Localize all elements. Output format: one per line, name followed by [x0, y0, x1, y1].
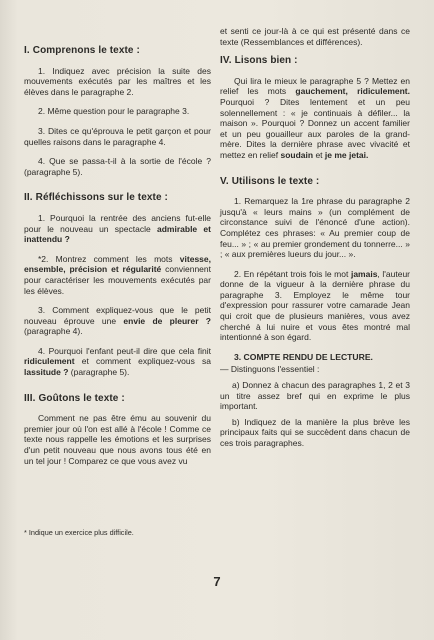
page-number: 7 — [213, 574, 221, 589]
roman-numeral: I. — [24, 45, 30, 56]
heading-title: Lisons bien : — [234, 55, 298, 67]
continued-paragraph: et senti ce jour-là à ce qui est présenté dans ce texte (Ressemblances et différences). — [220, 26, 410, 47]
item-bold: je me jetai. — [324, 149, 369, 160]
item-bold: jamais — [350, 268, 378, 279]
item-bold: gauchement, ridiculement. — [295, 86, 410, 97]
item-text: et comment expliquez-vous sa — [74, 356, 211, 367]
section-comprenons — [24, 46, 211, 177]
section-paragraph — [220, 76, 410, 161]
exercise-item: 1. Remarquez la 1re phrase du paragraphe 2 jusqu'à « leurs mains » (un complément de circonstance suivi de l'énoncé d'une action). Complétez ces phrases: « Au premier coup de feu... » ; « au premier grondement du tonnerre... » ; « aux premières lueurs du jour... ». — [220, 196, 410, 260]
item-bold: soudain — [280, 149, 314, 160]
left-column — [24, 46, 211, 482]
item-text: 1. Pourquoi la rentrée des anciens fut-elle pour le nouveau un spectacle — [24, 212, 211, 234]
section-heading — [24, 46, 211, 57]
item-bold: lassitude ? — [24, 367, 69, 378]
section-heading — [24, 394, 211, 405]
roman-numeral: II. — [24, 192, 33, 204]
question-item-difficult — [24, 254, 211, 296]
question-item — [24, 213, 211, 245]
heading-title: Utilisons le texte : — [231, 175, 320, 187]
item-text: *2. Montrez comment les mots — [38, 253, 180, 264]
footnote: * Indique un exercice plus difficile. — [24, 528, 134, 537]
compte-rendu-item: b) Indiquez de la manière la plus brève les principaux faits qui se succèdent dans chacun de ces trois paragraphes. — [220, 416, 410, 448]
exercise-item — [220, 269, 410, 343]
compte-rendu-item: a) Donnez à chacun des paragraphes 1, 2 et 3 un titre assez bref qui en exprime le plus important. — [220, 380, 410, 412]
item-text: 4. Pourquoi l'enfant peut-il dire que cela finit — [38, 345, 211, 356]
question-item: 3. Dites ce qu'éprouva le petit garçon et pour quelles raisons dans le paragraphe 4. — [24, 125, 211, 147]
section-goutons — [24, 394, 211, 467]
item-text: , l'auteur donne de la vigueur à la dernière phrase du paragraphe 3. Employez le même tour d'expression pour rassurer votre camarade Jean qui croit que de plusieurs manières, vous avez cherché à lui nuire et vous êtes montré mal intentionné à son égard. — [220, 268, 410, 343]
item-bold: vitesse, ensemble, précision et régularité — [24, 253, 211, 275]
item-bold: envie de pleurer ? — [123, 315, 211, 326]
right-column — [220, 26, 410, 465]
heading-title: Réfléchissons sur le texte : — [35, 192, 168, 204]
item-text: 3. Comment expliquez-vous que le petit nouveau éprouve une — [24, 305, 211, 326]
section-heading — [220, 177, 410, 188]
item-text: 2. En répétant trois fois le mot — [234, 268, 351, 279]
item-text: (paragraphe 5). — [68, 367, 130, 378]
heading-title: Goûtons le texte : — [38, 392, 125, 404]
question-item — [24, 305, 211, 337]
item-text: Qui lira le mieux le paragraphe 5 ? Mettez en relief les mots — [220, 75, 410, 97]
question-item: 2. Même question pour le paragraphe 3. — [38, 106, 190, 117]
section-heading — [24, 193, 211, 204]
item-text: conviennent pour caractériser les mouvements exécutés par les élèves. — [24, 264, 211, 296]
section-utilisons — [220, 177, 410, 449]
question-item: 4. Que se passa-t-il à la sortie de l'école ? (paragraphe 5). — [24, 156, 211, 177]
item-text: (paragraphe 4). — [24, 326, 83, 337]
section-heading — [220, 56, 410, 67]
item-text: Pourquoi ? Dites lentement et un peu solennellement : « je continuais à défiler... la maison ». Pourquoi ? Donnez un accent familier et un peu gouailleur aux paroles de la grand-mère. Dites la dernière phrase avec vivacité et mettez en relief — [220, 96, 410, 160]
heading-title: Comprenons le texte : — [32, 45, 140, 56]
item-text: et — [313, 149, 325, 160]
item-bold: ridiculement — [24, 356, 75, 367]
section-paragraph: Comment ne pas être ému au souvenir du premier jour où l'on est allé à l'école ! Comme ce texte nous rappelle les émotions et les surprises d'un petit nouveau que nous avons tous été en un tel jour ! Comparez ce que vous avez vu — [24, 413, 211, 466]
question-item: 1. Indiquez avec précision la suite des mouvements exécutés par les maîtres et les élèves dans le paragraphe 2. — [24, 65, 211, 97]
section-reflechissons — [24, 193, 211, 377]
compte-rendu-heading: 3. COMPTE RENDU DE LECTURE. — [234, 351, 373, 362]
compte-rendu-intro: — Distinguons l'essentiel : — [220, 364, 320, 375]
roman-numeral: IV. — [220, 55, 232, 67]
item-bold: admirable et inattendu ? — [24, 223, 211, 245]
roman-numeral: V. — [220, 175, 229, 187]
question-item — [24, 346, 211, 378]
roman-numeral: III. — [24, 392, 36, 404]
section-lisons — [220, 56, 410, 160]
